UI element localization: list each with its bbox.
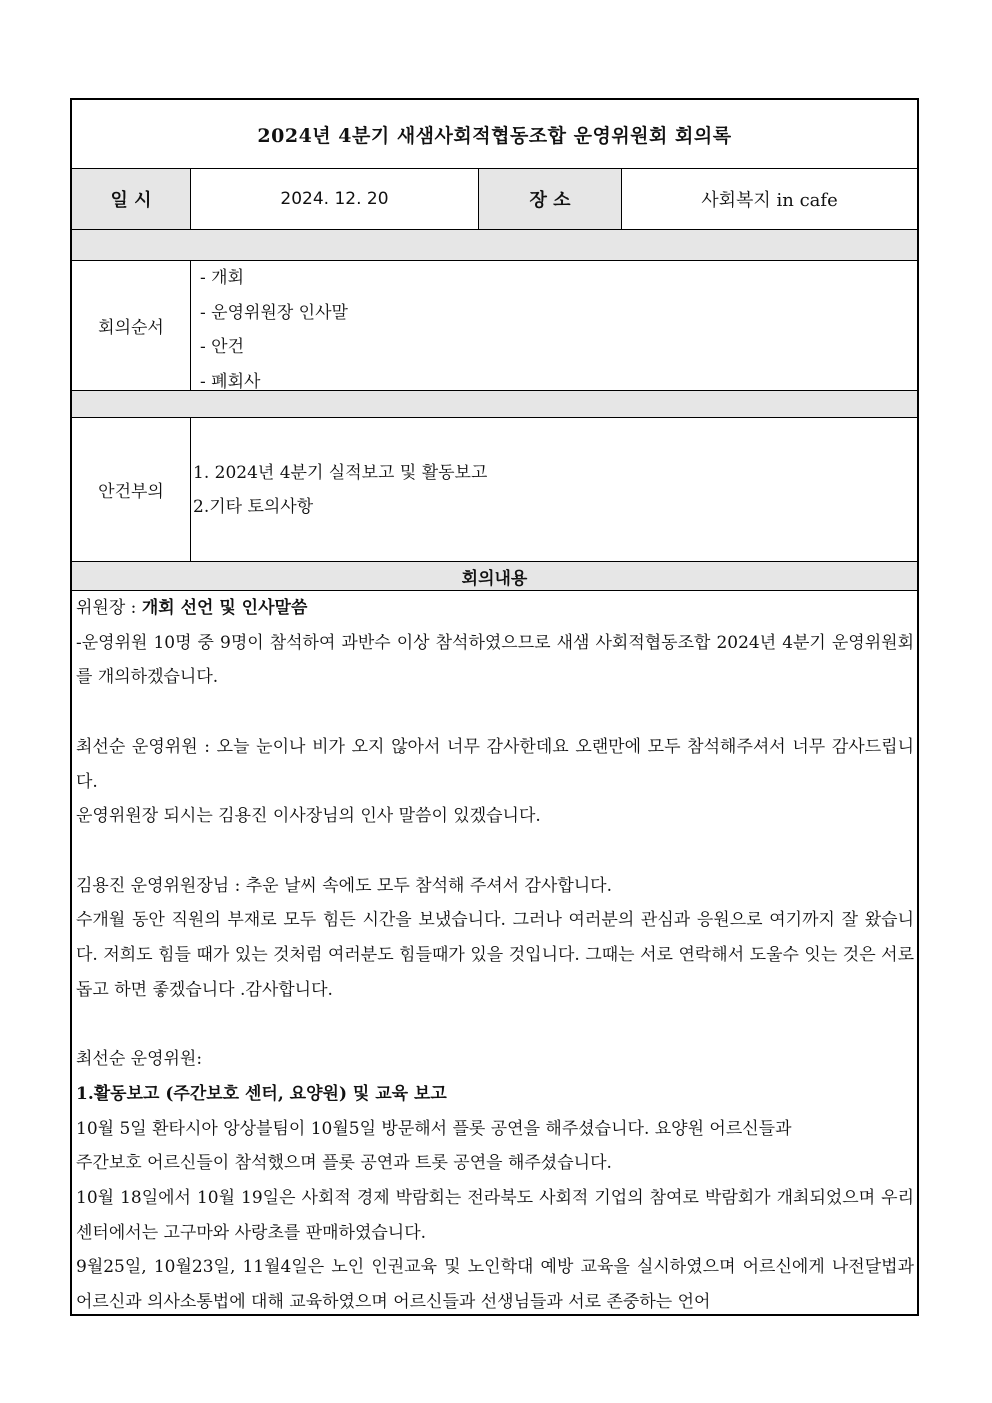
minutes-document bbox=[70, 98, 919, 1316]
agenda-item: 2.기타 토의사항 bbox=[193, 496, 314, 517]
paragraph: 운영위원장 되시는 김용진 이사장님의 인사 말씀이 있겠습니다. bbox=[76, 806, 541, 827]
date-label: 일 시 bbox=[72, 169, 190, 229]
order-item: - 안건 bbox=[200, 337, 244, 357]
paragraph: 10월 18일에서 10월 19일은 사회적 경제 박람회는 전라북도 사회적 기업의 참여로 박람회가 개최되었으며 우리 센터에서는 고구마와 사랑초를 판매하였습니다. bbox=[76, 1187, 914, 1243]
order-item: - 폐회사 bbox=[200, 371, 261, 392]
chair-title: 개회 선언 및 인사말씀 bbox=[141, 598, 308, 618]
order-item: - 개회 bbox=[200, 268, 244, 288]
order-item: - 운영위원장 인사말 bbox=[200, 302, 348, 323]
minutes-content bbox=[72, 591, 917, 1314]
place-label: 장 소 bbox=[478, 169, 621, 229]
paragraph: 최선순 운영위원 : 오늘 눈이나 비가 오지 않아서 너무 감사한데요 오랜만에 모두 참석해주셔서 너무 감사드립니다. bbox=[76, 736, 914, 792]
agenda-label: 안건부의 bbox=[98, 482, 164, 502]
paragraph: 9월25일, 10월23일, 11월4일은 노인 인권교육 및 노인학대 예방 교육을 실시하였으며 어르신에게 나전달법과 어르신과 의사소통법에 대해 교육하였으며 어르신들과 선생님들과 서로 존중하는 언어 bbox=[76, 1257, 914, 1313]
meeting-order-list bbox=[190, 261, 917, 390]
paragraph: 10월 5일 환타시아 앙상블팀이 10월5일 방문해서 플롯 공연을 해주셨습니다. 요양원 어르신들과 bbox=[76, 1118, 792, 1139]
paragraph: 수개월 동안 직원의 부재로 모두 힘든 시간을 보냈습니다. 그러나 여러분의 관심과 응원으로 여기까지 잘 왔습니다. 저희도 힘들 때가 있는 것처럼 여러분도 힘들때가 있을 것입니다. 그때는 서로 연락해서 도울수 잇는 것은 서로 돕고 하면 좋겠습니다 .감사합니다. bbox=[76, 910, 914, 1000]
chair-prefix: 위원장 : bbox=[76, 598, 142, 618]
spacer-row bbox=[72, 230, 917, 261]
paragraph: 김용진 운영위원장님 : 추운 날씨 속에도 모두 참석해 주셔서 감사합니다. bbox=[76, 875, 613, 896]
spacer-row bbox=[72, 391, 917, 418]
document-title: 2024년 4분기 새샘사회적협동조합 운영위원회 회의록 bbox=[72, 100, 917, 169]
minutes-heading: 회의내용 bbox=[72, 562, 917, 591]
info-row bbox=[72, 169, 917, 230]
place-value: 사회복지 in cafe bbox=[621, 169, 917, 229]
agenda-row bbox=[72, 418, 917, 562]
chair-line bbox=[76, 591, 914, 626]
paragraph: -운영위원 10명 중 9명이 참석하여 과반수 이상 참석하였으므로 새샘 사회적협동조합 2024년 4분기 운영위원회를 개의하겠습니다. bbox=[76, 632, 914, 688]
date-value: 2024. 12. 20 bbox=[190, 169, 478, 229]
paragraph: 최선순 운영위원: bbox=[76, 1049, 203, 1070]
section-heading: 1.활동보고 (주간보호 센터, 요양원) 및 교육 보고 bbox=[76, 1083, 447, 1104]
agenda-list bbox=[190, 418, 917, 561]
agenda-item: 1. 2024년 4분기 실적보고 및 활동보고 bbox=[193, 462, 488, 483]
meeting-order-row bbox=[72, 261, 917, 391]
paragraph: 주간보호 어르신들이 참석했으며 플롯 공연과 트롯 공연을 해주셨습니다. bbox=[76, 1153, 612, 1174]
meeting-order-label: 회의순서 bbox=[98, 318, 164, 338]
